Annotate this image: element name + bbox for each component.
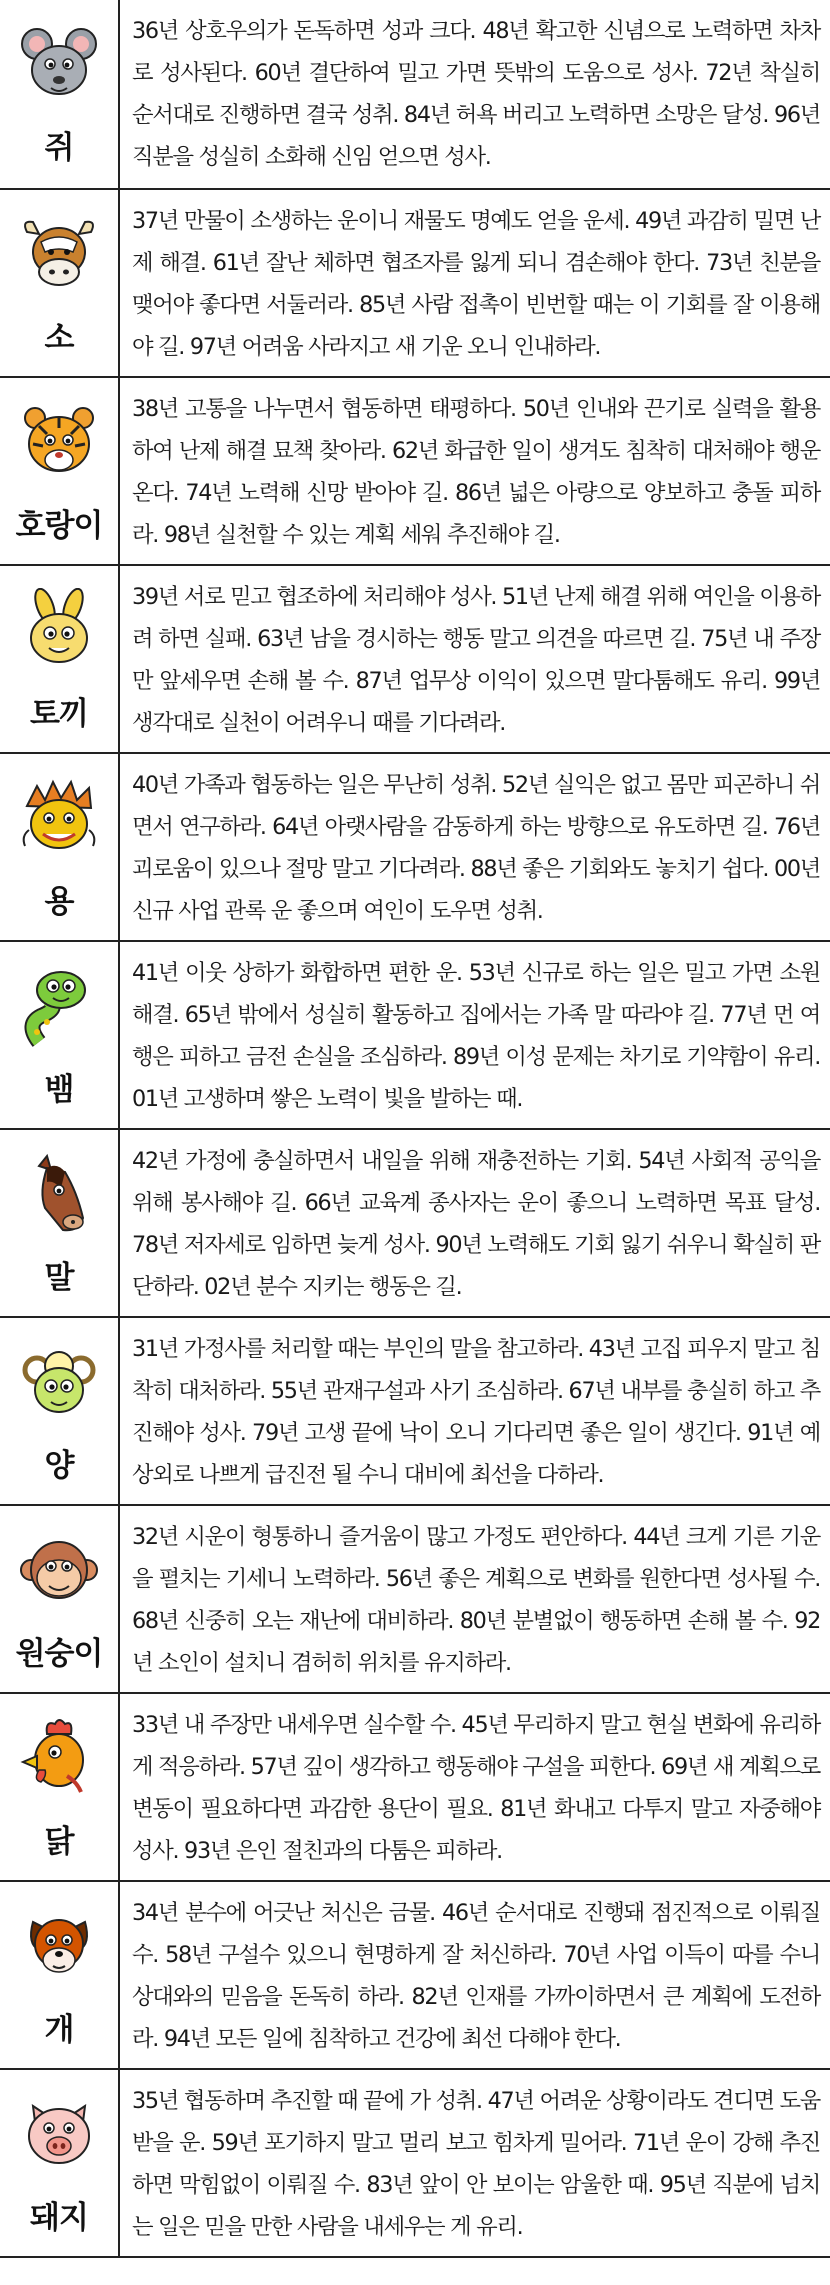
fortune-text: 42년 가정에 충실하면서 내일을 위해 재충전하는 기회. 54년 사회적 공익을 위해 봉사해야 길. 66년 교육계 종사자는 운이 좋으니 노력하면 목표 달성. 78년 저자세로 임하면 늦게 성사. 90년 노력해도 기회 잃기 쉬우니 확실히 판단하라. 02년 분수 지키는 행동은 길.	[132, 1148, 820, 1300]
fortune-text: 38년 고통을 나누면서 협동하면 태평하다. 50년 인내와 끈기로 실력을 활용하여 난제 해결 묘책 찾아라. 62년 화급한 일이 생겨도 침착히 대처해야 행운 온다. 74년 노력해 신망 받아야 길. 86년 넓은 아량으로 양보하고 충돌 피하라. 98년 실천할 수 있는 계획 세워 추진해야 길.	[132, 396, 820, 548]
rooster-icon	[17, 1716, 101, 1800]
zodiac-row	[0, 942, 830, 1130]
zodiac-row	[0, 2070, 830, 2258]
zodiac-animal-name: 돼지	[30, 2200, 88, 2236]
zodiac-animal-cell	[0, 566, 118, 752]
zodiac-animal-cell	[0, 0, 118, 188]
fortune-text: 40년 가족과 협동하는 일은 무난히 성취. 52년 실익은 없고 몸만 피곤하니 쉬면서 연구하라. 64년 아랫사람을 감동하게 하는 방향으로 유도하면 길. 76년 괴로움이 있으나 절망 말고 기다려라. 88년 좋은 기회와도 놓치기 쉽다. 00년 신규 사업 관록 운 좋으며 여인이 도우면 성취.	[132, 772, 820, 924]
zodiac-animal-name: 개	[44, 2012, 74, 2048]
fortune-text: 31년 가정사를 처리할 때는 부인의 말을 참고하라. 43년 고집 피우지 말고 침착히 대처하라. 55년 관재구설과 사기 조심하라. 67년 내부를 충실히 하고 추진해야 성사. 79년 고생 끝에 낙이 오니 기다리면 좋은 일이 생긴다. 91년 예상외로 나쁘게 급진전 될 수니 대비에 최선을 다하라.	[132, 1336, 820, 1488]
fortune-text: 33년 내 주장만 내세우면 실수할 수. 45년 무리하지 말고 현실 변화에 유리하게 적응하라. 57년 깊이 생각하고 행동해야 구설을 피한다. 69년 새 계획으로 변동이 필요하다면 과감한 용단이 필요. 81년 화내고 다투지 말고 자중해야 성사. 93년 은인 절친과의 다툼은 피하라.	[132, 1712, 820, 1864]
fortune-text-cell	[120, 1318, 830, 1504]
zodiac-animal-cell	[0, 2070, 118, 2256]
fortune-text-cell	[120, 1130, 830, 1316]
fortune-text-cell	[120, 0, 830, 188]
zodiac-animal-cell	[0, 754, 118, 940]
rat-icon	[17, 22, 101, 106]
snake-icon	[17, 964, 101, 1048]
fortune-text: 37년 만물이 소생하는 운이니 재물도 명예도 얻을 운세. 49년 과감히 밀면 난제 해결. 61년 잘난 체하면 협조자를 잃게 되니 겸손해야 한다. 73년 친분을 맺어야 좋다면 서둘러라. 85년 사람 접촉이 빈번할 때는 이 기회를 잘 이용해야 길. 97년 어려움 사라지고 새 기운 오니 인내하라.	[132, 208, 820, 360]
zodiac-row	[0, 0, 830, 190]
zodiac-animal-cell	[0, 378, 118, 564]
zodiac-animal-name: 소	[44, 320, 74, 356]
zodiac-animal-cell	[0, 1130, 118, 1316]
zodiac-row	[0, 378, 830, 566]
fortune-text: 35년 협동하며 추진할 때 끝에 가 성취. 47년 어려운 상황이라도 견디면 도움 받을 운. 59년 포기하지 말고 멀리 보고 힘차게 밀어라. 71년 운이 강해 추진하면 막힘없이 이뤄질 수. 83년 앞이 안 보이는 암울한 때. 95년 직분에 넘치는 일은 믿을 만한 사람을 내세우는 게 유리.	[132, 2088, 820, 2240]
fortune-text-cell	[120, 566, 830, 752]
zodiac-row	[0, 1318, 830, 1506]
pig-icon	[17, 2092, 101, 2176]
fortune-text-cell	[120, 942, 830, 1128]
zodiac-animal-name: 뱀	[44, 1072, 74, 1108]
zodiac-animal-name: 닭	[44, 1824, 74, 1860]
zodiac-row	[0, 1882, 830, 2070]
fortune-text-cell	[120, 190, 830, 376]
ox-icon	[17, 212, 101, 296]
zodiac-animal-cell	[0, 942, 118, 1128]
zodiac-row	[0, 190, 830, 378]
zodiac-animal-cell	[0, 1506, 118, 1692]
zodiac-animal-name: 용	[44, 884, 74, 920]
zodiac-animal-cell	[0, 1694, 118, 1880]
dragon-icon	[17, 776, 101, 860]
zodiac-row	[0, 1694, 830, 1882]
zodiac-animal-name: 원숭이	[15, 1636, 103, 1672]
zodiac-animal-name: 말	[44, 1260, 74, 1296]
fortune-text-cell	[120, 754, 830, 940]
zodiac-animal-cell	[0, 1882, 118, 2068]
fortune-text-cell	[120, 378, 830, 564]
dog-icon	[17, 1904, 101, 1988]
sheep-icon	[17, 1340, 101, 1424]
zodiac-animal-name: 토끼	[30, 696, 88, 732]
fortune-text: 41년 이웃 상하가 화합하면 편한 운. 53년 신규로 하는 일은 밀고 가면 소원 해결. 65년 밖에서 성실히 활동하고 집에서는 가족 말 따라야 길. 77년 먼 여행은 피하고 금전 손실을 조심하라. 89년 이성 문제는 차기로 기약함이 유리. 01년 고생하며 쌓은 노력이 빛을 발하는 때.	[132, 960, 820, 1112]
tiger-icon	[17, 400, 101, 484]
monkey-icon	[17, 1528, 101, 1612]
fortune-text-cell	[120, 1506, 830, 1692]
zodiac-animal-name: 호랑이	[15, 508, 103, 544]
zodiac-row	[0, 1130, 830, 1318]
rabbit-icon	[17, 588, 101, 672]
fortune-text-cell	[120, 2070, 830, 2256]
zodiac-row	[0, 566, 830, 754]
horse-icon	[17, 1152, 101, 1236]
zodiac-row	[0, 754, 830, 942]
fortune-text: 34년 분수에 어긋난 처신은 금물. 46년 순서대로 진행돼 점진적으로 이뤄질 수. 58년 구설수 있으니 현명하게 잘 처신하라. 70년 사업 이득이 따를 수니 상대와의 믿음을 돈독히 하라. 82년 인재를 가까이하면서 큰 계획에 도전하라. 94년 모든 일에 침착하고 건강에 최선 다해야 한다.	[132, 1900, 820, 2052]
fortune-text-cell	[120, 1694, 830, 1880]
fortune-text-cell	[120, 1882, 830, 2068]
fortune-text: 36년 상호우의가 돈독하면 성과 크다. 48년 확고한 신념으로 노력하면 차차로 성사된다. 60년 결단하여 밀고 가면 뜻밖의 도움으로 성사. 72년 착실히 순서대로 진행하면 결국 성취. 84년 허욕 버리고 노력하면 소망은 달성. 96년 직분을 성실히 소화해 신임 얻으면 성사.	[132, 18, 820, 170]
zodiac-animal-cell	[0, 190, 118, 376]
zodiac-row	[0, 1506, 830, 1694]
fortune-text: 32년 시운이 형통하니 즐거움이 많고 가정도 편안하다. 44년 크게 기른 기운을 펼치는 기세니 노력하라. 56년 좋은 계획으로 변화를 원한다면 성사될 수. 68년 신중히 오는 재난에 대비하라. 80년 분별없이 행동하면 손해 볼 수. 92년 소인이 설치니 겸허히 위치를 유지하라.	[132, 1524, 820, 1676]
fortune-text: 39년 서로 믿고 협조하에 처리해야 성사. 51년 난제 해결 위해 여인을 이용하려 하면 실패. 63년 남을 경시하는 행동 말고 의견을 따르면 길. 75년 내 주장만 앞세우면 손해 볼 수. 87년 업무상 이익이 있으면 말다툼해도 유리. 99년 생각대로 실천이 어려우니 때를 기다려라.	[132, 584, 820, 736]
zodiac-animal-cell	[0, 1318, 118, 1504]
zodiac-animal-name: 쥐	[44, 130, 74, 166]
zodiac-animal-name: 양	[44, 1448, 74, 1484]
